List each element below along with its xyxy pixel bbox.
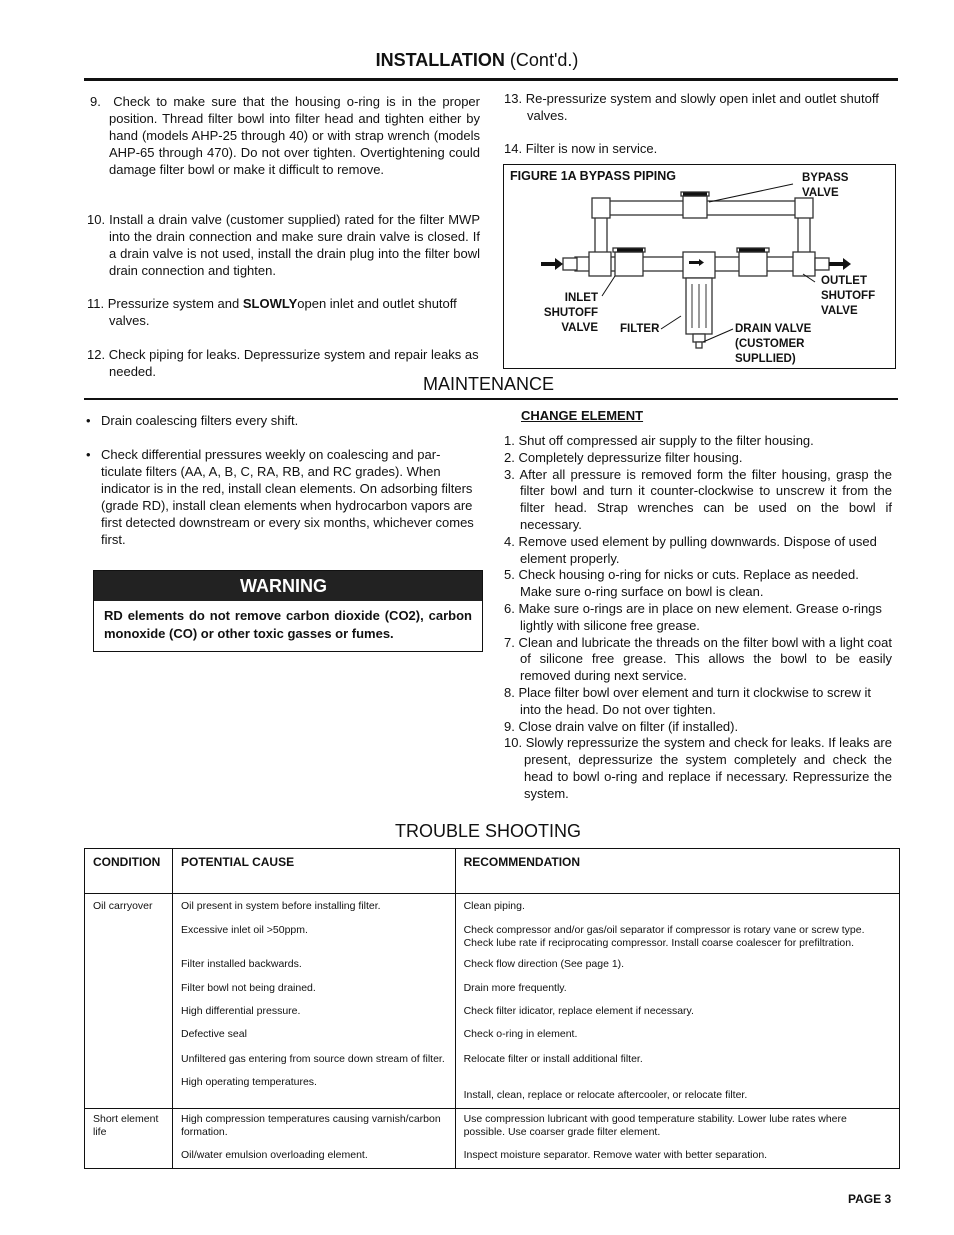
column-header: RECOMMENDATION [455, 849, 899, 894]
change-element-title: CHANGE ELEMENT [521, 408, 644, 423]
page-number: PAGE 3 [848, 1192, 892, 1206]
change-step: 10. Slowly repressurize the system and check for leaks. If leaks are present, depressurize the system completely and check the head to bowl o-ring and replace if necessary. Repressurize the system. [504, 735, 892, 801]
change-element-steps [504, 433, 892, 803]
maintenance-heading: MAINTENANCE [423, 374, 555, 394]
cause-cell: Excessive inlet oil >50ppm. [180, 924, 308, 936]
recommendation-cell: Clean piping. [463, 900, 525, 912]
cause-cell: Oil present in system before installing filter. [180, 900, 381, 912]
warning-box [93, 570, 483, 652]
cause-cell: Unfiltered gas entering from source down stream of filter. [180, 1053, 445, 1065]
header-rule [84, 78, 898, 81]
maintenance-bullet: • Check differential pressures weekly on coalescing and particulate filters (AA, A, B, C, RA, RB, and RC grades). When indicator is in the red, install clean elements. On adsorbing filters (grade RD), install clean elements when hydrocarbon vapors are first detected downstream or every six months, whichever comes first. [86, 447, 474, 547]
condition-cell: Oil carryover [93, 900, 153, 912]
cause-cell: Filter bowl not being drained. [180, 982, 316, 994]
cause-cell: High operating temperatures. [180, 1076, 317, 1088]
install-step-14: 14. Filter is now in service. [504, 141, 658, 156]
warning-text: RD elements do not remove carbon dioxide (CO2), carbon monoxide (CO) or other toxic gasses or fumes. [104, 608, 472, 641]
change-step: 1. Shut off compressed air supply to the filter housing. [504, 433, 814, 448]
table-row [85, 894, 900, 1109]
change-step: 9. Close drain valve on filter (if installed). [504, 718, 739, 734]
recommendation-cell: Check o-ring in element. [463, 1028, 578, 1040]
cause-cell: Oil/water emulsion overloading element. [180, 1149, 368, 1161]
figure-title: FIGURE 1A BYPASS PIPING [510, 169, 677, 183]
install-step-9: 9. Check to make sure that the housing o-ring is in the proper position. Thread filter bowl into filter head and tighten either by hand (models AHP-25 through 40) or with strap wrench (models AHP-65 through 470). Do not over tighten. Overtightening could damage filter bowl or make it difficult to remove. [90, 94, 480, 177]
recommendation-cell: Check filter idicator, replace element if necessary. [463, 1005, 694, 1017]
maintenance-bullet: • Drain coalescing filters every shift. [86, 413, 299, 428]
recommendation-cell: Use compression lubricant with good temperature stability. Lower lube rates where possible. Use coarser grade filter element. [463, 1113, 847, 1138]
column-header: CONDITION [85, 849, 173, 894]
recommendation-cell: Inspect moisture separator. Remove water with better separation. [463, 1149, 768, 1161]
install-step-13: 13. Re-pressurize system and slowly open inlet and outlet shutoff valves. [504, 91, 879, 123]
change-step: 3. After all pressure is removed form the filter housing, grasp the filter bowl and turn it counter-clockwise to unscrew it from the filter head. Strap wrenches can be used on the bowl if necessary. [504, 466, 892, 532]
inlet-shutoff-valve-label: INLET SHUTOFF VALVE [543, 292, 598, 334]
bypass-valve-label: BYPASS VALVE [802, 172, 849, 199]
bypass-piping-figure [503, 164, 896, 369]
filter-label: FILTER [620, 323, 660, 335]
cause-cell: Filter installed backwards. [180, 958, 302, 970]
drain-valve-label: DRAIN VALVE (CUSTOMER SUPLLIED) [735, 323, 812, 365]
trouble-shooting-table [84, 848, 900, 1169]
cause-cell: High differential pressure. [180, 1005, 301, 1017]
table-row [85, 1109, 900, 1169]
outlet-shutoff-valve-label: OUTLET SHUTOFF VALVE [821, 275, 876, 317]
recommendation-cell: Check compressor and/or gas/oil separator if compressor is rotary vane or screw type. Check lube rate if reciprocating compressor. Install coarse coalescer for prefiltration. [463, 924, 865, 949]
recommendation-cell: Drain more frequently. [463, 982, 567, 994]
maintenance-rule [84, 398, 898, 400]
install-step-11: 11. Pressurize system and SLOWLYopen inlet and outlet shutoff valves. [87, 296, 457, 328]
condition-cell: Short element life [93, 1113, 159, 1138]
trouble-shooting-heading: TROUBLE SHOOTING [395, 821, 582, 841]
recommendation-cell: Install, clean, replace or relocate aftercooler, or relocate filter. [463, 1089, 748, 1101]
change-step: 6. Make sure o-rings are in place on new element. Grease o-rings lightly with silicone free grease. [504, 600, 882, 633]
cause-cell: Defective seal [180, 1028, 247, 1040]
warning-title: WARNING [94, 571, 482, 601]
change-step: 4. Remove used element by pulling downwards. Dispose of used element properly. [504, 533, 877, 566]
change-step: 5. Check housing o-ring for nicks or cuts. Replace as needed. Make sure o-ring surface on bowl is clean. [504, 567, 859, 600]
install-step-12: 12. Check piping for leaks. Depressurize system and repair leaks as needed. [87, 347, 479, 379]
recommendation-cell: Check flow direction (See page 1). [463, 958, 625, 970]
page-title: INSTALLATION (Cont'd.) [375, 50, 579, 70]
change-step: 2. Completely depressurize filter housing. [504, 449, 743, 465]
table-header-row [85, 849, 900, 894]
install-step-10: 10. Install a drain valve (customer supplied) rated for the filter MWP into the drain connection and make sure drain valve is closed. If a drain valve is not used, install the drain plug into the filter bowl drain connection and tighten. [87, 212, 480, 278]
recommendation-cell: Relocate filter or install additional filter. [463, 1053, 643, 1065]
change-step: 8. Place filter bowl over element and turn it clockwise to screw it into the head. Do not over tighten. [504, 684, 872, 717]
column-header: POTENTIAL CAUSE [172, 849, 455, 894]
change-step: 7. Clean and lubricate the threads on the filter bowl with a light coat of silicone free grease. This allows the bowl to be easily removed during next service. [504, 634, 892, 684]
cause-cell: High compression temperatures causing varnish/carbon formation. [180, 1113, 441, 1138]
